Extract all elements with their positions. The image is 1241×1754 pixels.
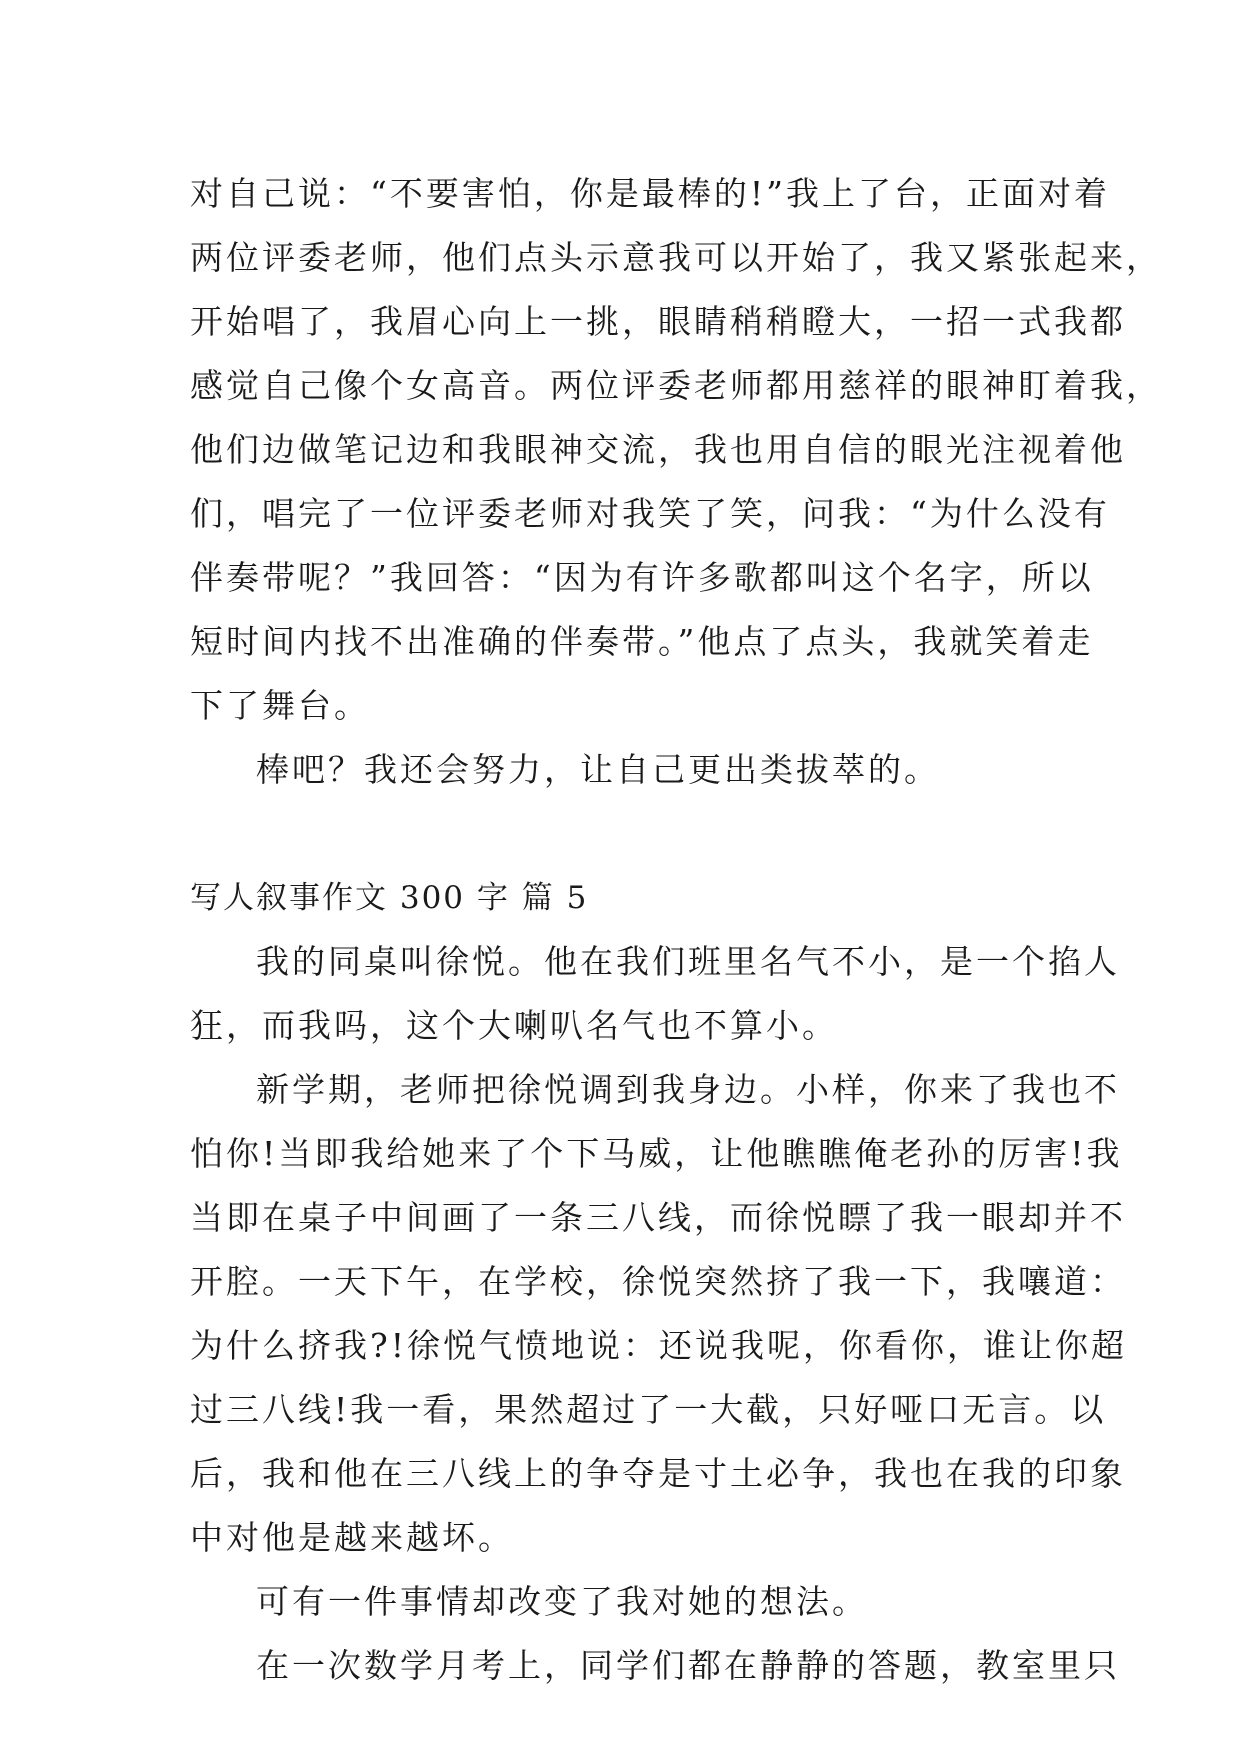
- text-line: 开始唱了，我眉心向上一挑，眼睛稍稍瞪大，一招一式我都: [190, 302, 1126, 341]
- text-line: 狂，而我吗，这个大喇叭名气也不算小。: [190, 1006, 838, 1045]
- text-line: 他们边做笔记边和我眼神交流，我也用自信的眼光注视着他: [190, 430, 1126, 469]
- text-line: 短时间内找不出准确的伴奏带。”他点了点头，我就笑着走: [190, 622, 1094, 661]
- paragraph-closing: 棒吧？我还会努力，让自己更出类拔萃的。: [256, 750, 940, 789]
- text-line: 开腔。一天下午，在学校，徐悦突然挤了我一下，我嚷道：: [190, 1262, 1126, 1301]
- text-line: 过三八线!我一看，果然超过了一大截，只好哑口无言。以: [190, 1390, 1107, 1429]
- section-title: 写人叙事作文 300 字 篇 5: [190, 880, 589, 916]
- document-page: [190, 162, 1162, 1698]
- text-line: 为什么挤我?!徐悦气愤地说：还说我呢，你看你，谁让你超: [190, 1326, 1127, 1365]
- text-line: 当即在桌子中间画了一条三八线，而徐悦瞟了我一眼却并不: [190, 1198, 1126, 1237]
- text-line: 新学期，老师把徐悦调到我身边。小样，你来了我也不: [256, 1070, 1120, 1109]
- text-line: 我的同桌叫徐悦。他在我们班里名气不小，是一个掐人: [256, 942, 1120, 981]
- text-line: 中对他是越来越坏。: [190, 1518, 514, 1557]
- text-line: 伴奏带呢？”我回答：“因为有许多歌都叫这个名字，所以: [190, 558, 1094, 597]
- text-line: 下了舞台。: [190, 686, 370, 725]
- text-line: 感觉自己像个女高音。两位评委老师都用慈祥的眼神盯着我，: [190, 366, 1162, 405]
- text-line: 对自己说：“不要害怕，你是最棒的!”我上了台，正面对着: [190, 174, 1111, 213]
- text-line: 在一次数学月考上，同学们都在静静的答题，教室里只: [256, 1646, 1120, 1685]
- text-line: 们，唱完了一位评委老师对我笑了笑，问我：“为什么没有: [190, 494, 1110, 533]
- text-line: 后，我和他在三八线上的争夺是寸土必争，我也在我的印象: [190, 1454, 1126, 1493]
- text-line: 怕你!当即我给她来了个下马威，让他瞧瞧俺老孙的厉害!我: [190, 1134, 1123, 1173]
- text-line: 两位评委老师，他们点头示意我可以开始了，我又紧张起来，: [190, 238, 1162, 277]
- text-line: 可有一件事情却改变了我对她的想法。: [256, 1582, 868, 1621]
- spacer: [190, 802, 1070, 866]
